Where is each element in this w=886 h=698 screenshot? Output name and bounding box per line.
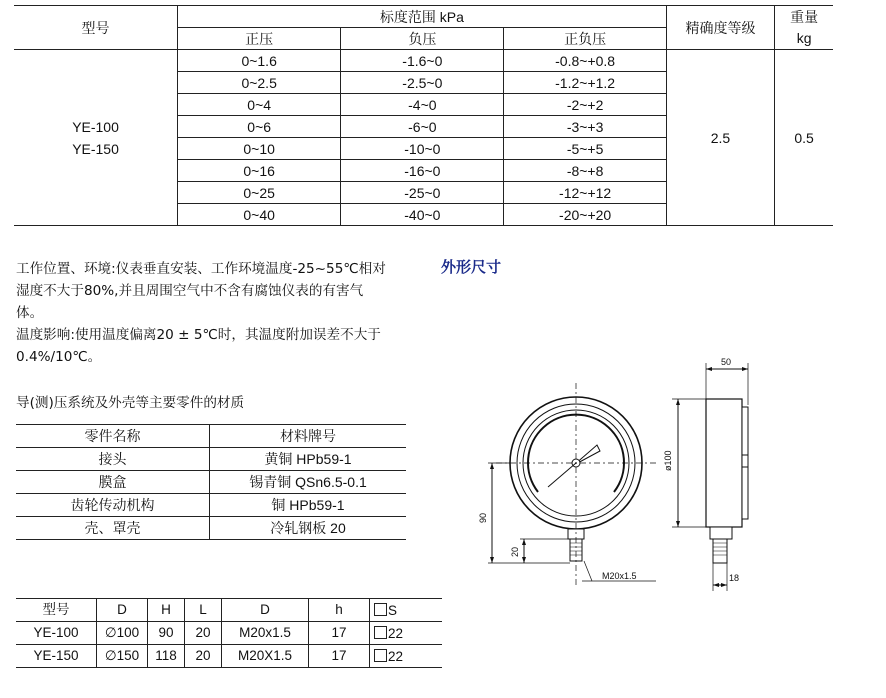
dim-cell: YE-100 bbox=[16, 622, 97, 645]
range-neg: -40~0 bbox=[341, 204, 504, 226]
range-comp: -5~+5 bbox=[504, 138, 666, 160]
env-line: 湿度不大于80%,并且周围空气中不含有腐蚀仪表的有害气 bbox=[16, 283, 364, 299]
thread-leader-arrow bbox=[584, 561, 592, 581]
dim-cell: ∅100 bbox=[97, 622, 148, 645]
range-comp: -1.2~+1.2 bbox=[504, 72, 666, 94]
range-comp: -2~+2 bbox=[504, 94, 666, 116]
dim-cell: 17 bbox=[309, 645, 370, 668]
dim-cell: 90 bbox=[148, 622, 185, 645]
header-accuracy: 精确度等级 bbox=[666, 6, 774, 50]
label-thread: M20x1.5 bbox=[602, 571, 637, 581]
label-height: 90 bbox=[478, 512, 488, 523]
range-neg: -16~0 bbox=[341, 160, 504, 182]
range-neg: -1.6~0 bbox=[341, 50, 504, 72]
side-socket bbox=[710, 527, 732, 539]
dim-extension bbox=[713, 563, 727, 591]
material-grade: 铜 HPb59-1 bbox=[210, 494, 407, 517]
material-part: 膜盒 bbox=[16, 471, 210, 494]
dim-cell: 20 bbox=[185, 645, 222, 668]
header-negative: 负压 bbox=[341, 28, 504, 50]
dim-cell: 22 bbox=[388, 648, 404, 664]
dimension-table bbox=[16, 598, 442, 668]
dim-cell: 20 bbox=[185, 622, 222, 645]
material-part: 齿轮传动机构 bbox=[16, 494, 210, 517]
square-icon bbox=[374, 649, 387, 662]
dim-header: H bbox=[148, 599, 185, 622]
env-line: 工作位置、环境:仪表垂直安装、工作环境温度-25~55℃相对 bbox=[16, 261, 386, 277]
range-comp: -0.8~+0.8 bbox=[504, 50, 666, 72]
dim-cell: 118 bbox=[148, 645, 185, 668]
square-icon bbox=[374, 603, 387, 616]
range-pos: 0~4 bbox=[178, 94, 341, 116]
dim-header: h bbox=[309, 599, 370, 622]
range-comp: -12~+12 bbox=[504, 182, 666, 204]
range-pos: 0~40 bbox=[178, 204, 341, 226]
materials-header-material: 材料牌号 bbox=[210, 425, 407, 448]
dim-cell: YE-150 bbox=[16, 645, 97, 668]
dim-cell: M20X1.5 bbox=[222, 645, 309, 668]
dim-arrows bbox=[490, 463, 526, 563]
range-neg: -4~0 bbox=[341, 94, 504, 116]
range-neg: -6~0 bbox=[341, 116, 504, 138]
range-comp: -20~+20 bbox=[504, 204, 666, 226]
range-comp: -3~+3 bbox=[504, 116, 666, 138]
range-pos: 0~1.6 bbox=[178, 50, 341, 72]
model-cell bbox=[14, 50, 178, 226]
side-clip bbox=[742, 455, 748, 467]
pointer-tail bbox=[548, 463, 576, 487]
temp-line: 温度影响:使用温度偏离20 ± 5℃时，其温度附加误差不大于 bbox=[16, 327, 381, 343]
square-icon bbox=[374, 626, 387, 639]
range-pos: 0~10 bbox=[178, 138, 341, 160]
dim-header: D bbox=[97, 599, 148, 622]
range-pos: 0~6 bbox=[178, 116, 341, 138]
material-part: 壳、罩壳 bbox=[16, 517, 210, 540]
materials-header-part: 零件名称 bbox=[16, 425, 210, 448]
dimensions-title: 外形尺寸 bbox=[441, 258, 502, 276]
header-positive: 正压 bbox=[178, 28, 341, 50]
material-grade: 锡青铜 QSn6.5-0.1 bbox=[210, 471, 407, 494]
header-range: 标度范围 kPa bbox=[178, 6, 667, 28]
dim-extension bbox=[672, 399, 706, 527]
dim-header: 型号 bbox=[16, 599, 97, 622]
environment-paragraph bbox=[16, 258, 416, 368]
range-pos: 0~16 bbox=[178, 160, 341, 182]
spec-table bbox=[14, 5, 833, 226]
range-neg: -25~0 bbox=[341, 182, 504, 204]
model-ye100: YE-100 bbox=[72, 118, 119, 135]
dim-cell: ∅150 bbox=[97, 645, 148, 668]
materials-intro: 导(测)压系统及外壳等主要零件的材质 bbox=[16, 395, 245, 411]
temp-line: 0.4%/10℃。 bbox=[16, 349, 102, 365]
gauge-dimension-drawing bbox=[466, 355, 776, 605]
range-pos: 0~2.5 bbox=[178, 72, 341, 94]
materials-table bbox=[16, 424, 406, 540]
material-part: 接头 bbox=[16, 448, 210, 471]
label-thread-length: 18 bbox=[729, 573, 740, 583]
material-grade: 冷轧钢板 20 bbox=[210, 517, 407, 540]
range-pos: 0~25 bbox=[178, 182, 341, 204]
dim-header: L bbox=[185, 599, 222, 622]
label-width: 50 bbox=[721, 357, 732, 367]
side-case bbox=[706, 399, 742, 527]
header-model: 型号 bbox=[14, 6, 178, 50]
weight-value: 0.5 bbox=[775, 50, 833, 226]
dim-header: D bbox=[222, 599, 309, 622]
range-neg: -10~0 bbox=[341, 138, 504, 160]
dim-cell: 17 bbox=[309, 622, 370, 645]
material-grade: 黄铜 HPb59-1 bbox=[210, 448, 407, 471]
dim-cell: M20x1.5 bbox=[222, 622, 309, 645]
header-weight-unit: kg bbox=[775, 28, 833, 50]
range-comp: -8~+8 bbox=[504, 160, 666, 182]
header-compound: 正负压 bbox=[504, 28, 666, 50]
accuracy-value: 2.5 bbox=[666, 50, 774, 226]
range-neg: -2.5~0 bbox=[341, 72, 504, 94]
dim-cell: 22 bbox=[388, 625, 404, 641]
dim-header: S bbox=[388, 602, 398, 618]
label-stem: 20 bbox=[510, 546, 520, 557]
model-ye150: YE-150 bbox=[72, 140, 119, 157]
header-weight: 重量 bbox=[775, 6, 833, 28]
label-diameter: ø100 bbox=[663, 450, 673, 471]
env-line: 体。 bbox=[16, 305, 44, 321]
